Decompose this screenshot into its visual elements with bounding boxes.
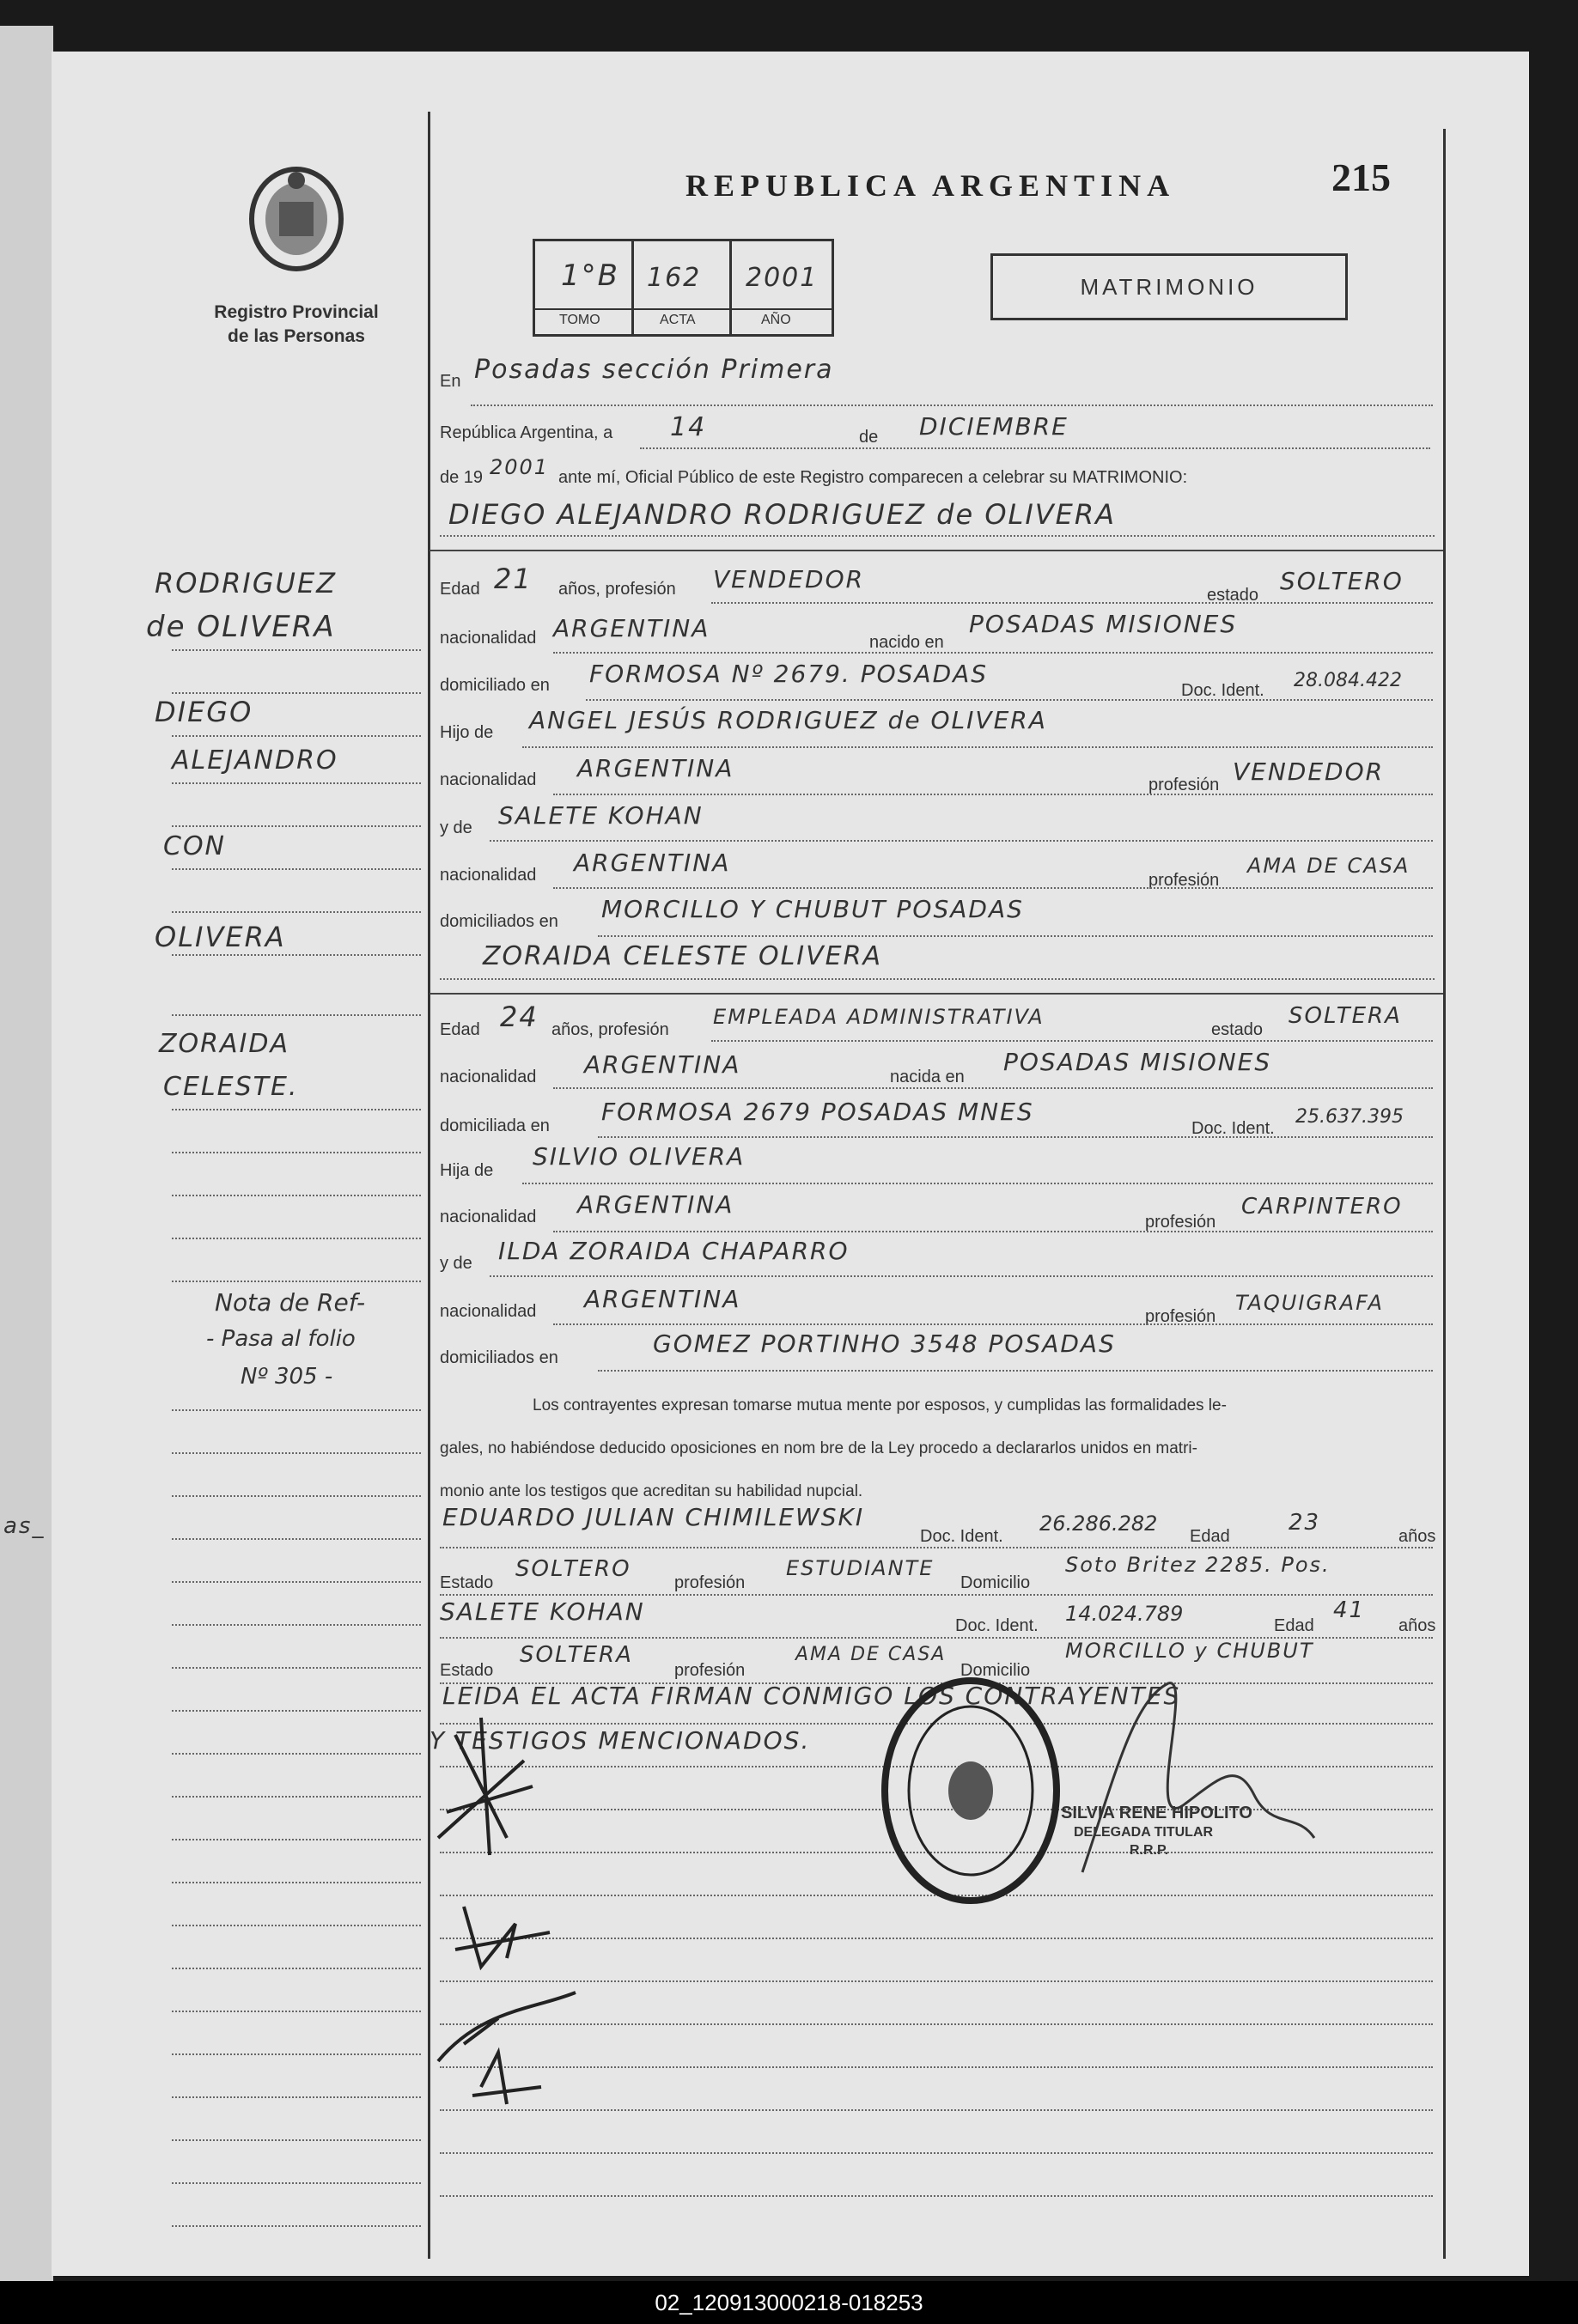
margin-line: [172, 1709, 421, 1712]
official-signature-icon: [1065, 1666, 1323, 1889]
official-title: DELEGADA TITULAR: [1074, 1825, 1214, 1840]
witness-1-domicilio-label: Domicilio: [960, 1573, 1031, 1592]
margin-line: [172, 1881, 421, 1883]
tomo-value: 1°B: [561, 259, 619, 293]
acta-label: ACTA: [660, 313, 696, 327]
margin-line: [172, 2053, 421, 2055]
bride-yde-label: y de: [440, 1254, 472, 1273]
image-caption: 02_120913000218-018253: [0, 2281, 1578, 2324]
bride-line-1: [711, 1039, 1433, 1042]
month-value: DICIEMBRE: [919, 412, 1069, 441]
declaration-line-2: gales, no habiéndose deducido oposiciones en nom bre de la Ley procedo a declararlos unidos en matri-: [440, 1439, 1197, 1457]
bride-section-divider: [430, 993, 1443, 995]
en-label: En: [440, 372, 461, 391]
closing-line-2: Y TESTIGOS MENCIONADOS.: [430, 1726, 811, 1755]
groom-name-line: [440, 534, 1435, 537]
margin-line: [172, 1151, 421, 1153]
day-value: 14: [670, 412, 707, 442]
bride-full-name: ZORAIDA CELESTE OLIVERA: [483, 941, 882, 971]
margin-line: [172, 953, 421, 956]
witness-2-estado-label: Estado: [440, 1661, 494, 1680]
bride-mother-nac-label: nacionalidad: [440, 1302, 537, 1321]
bride-mother-profession: TAQUIGRAFA: [1235, 1291, 1384, 1315]
year-prefix: de 19: [440, 468, 484, 487]
margin-note-1: Nota de Ref-: [215, 1288, 366, 1317]
margin-line: [172, 1795, 421, 1798]
bride-father-nationality: ARGENTINA: [577, 1190, 734, 1219]
margin-line: [172, 2010, 421, 2012]
bride-anos-label: años, profesión: [551, 1020, 669, 1039]
bride-line-2: [553, 1086, 1433, 1089]
bride-line-6: [490, 1275, 1433, 1277]
ruled-line: [440, 2023, 1433, 2025]
closing-line-1: LEIDA EL ACTA FIRMAN CONMIGO LOS CONTRAYENTES: [442, 1682, 1181, 1710]
bride-father: SILVIO OLIVERA: [533, 1142, 746, 1171]
bride-mother: ILDA ZORAIDA CHAPARRO: [498, 1237, 850, 1265]
bride-doc-label: Doc. Ident.: [1191, 1119, 1275, 1138]
groom-mother-profession: AMA DE CASA: [1247, 854, 1410, 878]
margin-line: [172, 824, 421, 827]
place-value: Posadas sección Primera: [474, 355, 834, 385]
witness-2-age: 41: [1333, 1597, 1366, 1623]
act-type-label: MATRIMONIO: [1080, 273, 1258, 300]
declaration-line-1: Los contrayentes expresan tomarse mutua mente por esposos, y cumplidas las formalidades le-: [533, 1396, 1227, 1414]
margin-line: [172, 2224, 421, 2227]
witness-1-doc: 26.286.282: [1039, 1512, 1158, 1536]
ruled-line: [440, 2065, 1433, 2068]
witness-2-name: SALETE KOHAN: [440, 1597, 645, 1626]
groom-domicilio-label: domiciliado en: [440, 676, 550, 695]
groom-birthplace: POSADAS MISIONES: [969, 610, 1238, 638]
declaration-line-3: monio ante los testigos que acreditan su habilidad nupcial.: [440, 1482, 863, 1500]
ano-label: AÑO: [761, 313, 791, 327]
bride-status: SOLTERA: [1289, 1003, 1402, 1029]
groom-hijo-label: Hijo de: [440, 723, 494, 742]
bride-line-3: [598, 1135, 1433, 1138]
witness-2-profession: AMA DE CASA: [795, 1644, 947, 1665]
groom-anos-label: años, profesión: [558, 580, 676, 599]
margin-line: [172, 1838, 421, 1840]
witness-1-prof-label: profesión: [674, 1573, 746, 1592]
margin-line: [172, 1967, 421, 1969]
margin-line: [172, 1194, 421, 1196]
tomo-label: TOMO: [559, 313, 600, 327]
groom-mother-prof-label: profesión: [1148, 871, 1220, 890]
groom-nacionalidad-label: nacionalidad: [440, 629, 537, 648]
witness-1-anos-label: años: [1398, 1527, 1436, 1546]
margin-line: [172, 2096, 421, 2098]
groom-mother-nac-label: nacionalidad: [440, 866, 537, 885]
bride-father-profession: CARPINTERO: [1241, 1194, 1403, 1220]
margin-line: [172, 1924, 421, 1926]
bride-father-prof-label: profesión: [1145, 1213, 1216, 1232]
bride-estado-label: estado: [1211, 1020, 1264, 1039]
official-name: SILVIA RENE HIPOLITO: [1061, 1804, 1252, 1822]
margin-note-2: - Pasa al folio: [206, 1326, 356, 1352]
bride-parents-address: GOMEZ PORTINHO 3548 POSADAS: [653, 1329, 1116, 1358]
intro-statement: ante mí, Oficial Público de este Registro comparecen a celebrar su MATRIMONIO:: [558, 468, 1188, 487]
groom-line-7: [553, 886, 1433, 889]
right-border: [1443, 129, 1446, 2259]
groom-line-5: [553, 793, 1433, 795]
groom-line-1: [711, 601, 1433, 604]
witness-1-doc-label: Doc. Ident.: [920, 1527, 1003, 1546]
witness-2-anos-label: años: [1398, 1616, 1436, 1635]
bride-age: 24: [500, 1001, 539, 1033]
groom-doc-label: Doc. Ident.: [1181, 681, 1264, 700]
groom-domiciliados-label: domiciliados en: [440, 912, 558, 931]
bride-name-line: [440, 977, 1435, 980]
folio-number: 215: [1331, 155, 1391, 199]
acta-value: 162: [647, 263, 702, 293]
bride-nacida-label: nacida en: [890, 1068, 965, 1086]
groom-father-prof-label: profesión: [1148, 776, 1220, 794]
margin-line: [172, 1408, 421, 1411]
ruled-line: [440, 2151, 1433, 2154]
bride-nacionalidad-label: nacionalidad: [440, 1068, 537, 1086]
margin-line: [172, 1494, 421, 1497]
groom-father-nationality: ARGENTINA: [577, 754, 734, 782]
witness-1-age: 23: [1289, 1510, 1321, 1536]
ano-value: 2001: [746, 263, 819, 293]
bride-doc: 25.637.395: [1295, 1106, 1404, 1128]
margin-line: [172, 734, 421, 737]
witness-1-line-2: [440, 1593, 1433, 1596]
official-round-stamp-icon: [876, 1675, 1065, 1907]
witness-2-status: SOLTERA: [520, 1642, 633, 1668]
groom-doc: 28.084.422: [1294, 670, 1402, 691]
republica-label: República Argentina, a: [440, 423, 613, 442]
groom-yde-label: y de: [440, 818, 472, 837]
margin-surname-2: de OLIVERA: [146, 610, 336, 644]
bride-domiciliada-label: domiciliada en: [440, 1116, 550, 1135]
witness-1-line-1: [440, 1546, 1433, 1548]
witness-1-edad-label: Edad: [1190, 1527, 1230, 1546]
margin-line: [172, 691, 421, 694]
margin-line: [172, 1752, 421, 1755]
margin-line: [172, 2181, 421, 2184]
de-label: de: [859, 428, 879, 447]
bride-address: FORMOSA 2679 POSADAS MNES: [601, 1098, 1034, 1126]
groom-nationality: ARGENTINA: [553, 614, 710, 642]
margin-line: [172, 2138, 421, 2141]
margin-line: [172, 782, 421, 784]
adjacent-page-edge: [0, 26, 53, 2284]
ruled-line: [440, 1937, 1433, 1939]
witness-2-doc: 14.024.789: [1065, 1602, 1184, 1626]
witness-1-name: EDUARDO JULIAN CHIMILEWSKI: [442, 1503, 865, 1531]
groom-line-6: [490, 839, 1433, 842]
ruled-line: [440, 2194, 1433, 2197]
groom-status: SOLTERO: [1280, 567, 1404, 595]
margin-line: [172, 1451, 421, 1454]
groom-full-name: DIEGO ALEJANDRO RODRIGUEZ de OLIVERA: [448, 498, 1117, 531]
ruled-line: [440, 1980, 1433, 1982]
official-office: R.R.P.: [1130, 1843, 1169, 1858]
witness-2-domicilio-label: Domicilio: [960, 1661, 1031, 1680]
place-line: [471, 404, 1433, 406]
margin-given-1: DIEGO: [155, 696, 253, 728]
bride-domiciliados-label: domiciliados en: [440, 1348, 558, 1367]
margin-bride-given-1: ZORAIDA: [159, 1029, 290, 1059]
bride-birthplace: POSADAS MISIONES: [1003, 1048, 1272, 1076]
groom-age: 21: [494, 563, 533, 595]
groom-parents-address: MORCILLO Y CHUBUT POSADAS: [601, 895, 1024, 923]
bride-mother-nationality: ARGENTINA: [584, 1285, 741, 1313]
bride-line-5: [553, 1230, 1433, 1232]
margin-note-3: Nº 305 -: [241, 1364, 333, 1390]
witness-2-doc-label: Doc. Ident.: [955, 1616, 1039, 1635]
groom-father: ANGEL JESÚS RODRIGUEZ de OLIVERA: [529, 706, 1047, 734]
margin-line: [172, 1537, 421, 1540]
groom-nacido-label: nacido en: [869, 633, 944, 652]
groom-edad-label: Edad: [440, 580, 480, 599]
registry-name-line1: Registro Provincial: [214, 302, 379, 322]
witness-2-edad-label: Edad: [1274, 1616, 1314, 1635]
groom-estado-label: estado: [1207, 586, 1259, 605]
bride-profession: EMPLEADA ADMINISTRATIVA: [713, 1005, 1045, 1029]
bride-hija-label: Hija de: [440, 1161, 494, 1180]
witness-2-address: MORCILLO y CHUBUT: [1065, 1639, 1314, 1663]
groom-profession: VENDEDOR: [713, 565, 865, 593]
groom-line-8: [598, 934, 1433, 937]
margin-line: [172, 1623, 421, 1626]
margin-line: [172, 1580, 421, 1583]
margin-line: [172, 1108, 421, 1110]
provincial-seal-icon: [245, 163, 348, 283]
groom-mother: SALETE KOHAN: [498, 801, 704, 830]
margin-bride-surname: OLIVERA: [155, 921, 286, 953]
party-signatures-icon: [430, 1683, 584, 2113]
margin-bride-given-2: CELESTE.: [163, 1072, 299, 1102]
witness-1-estado-label: Estado: [440, 1573, 494, 1592]
margin-surname-1: RODRIGUEZ: [155, 567, 338, 599]
witness-2-prof-label: profesión: [674, 1661, 746, 1680]
witness-1-status: SOLTERO: [515, 1556, 631, 1582]
groom-mother-nationality: ARGENTINA: [574, 849, 731, 877]
country-heading: REPUBLICA ARGENTINA: [685, 168, 1176, 203]
bride-mother-prof-label: profesión: [1145, 1307, 1216, 1326]
groom-address: FORMOSA Nº 2679. POSADAS: [589, 660, 989, 688]
bride-nationality: ARGENTINA: [584, 1050, 741, 1079]
bride-line-8: [598, 1369, 1433, 1372]
groom-line-3: [586, 698, 1433, 701]
year-value: 2001: [490, 455, 550, 479]
certificate-page: [52, 52, 1529, 2276]
bride-line-4: [522, 1182, 1433, 1184]
bride-edad-label: Edad: [440, 1020, 480, 1039]
witness-1-profession: ESTUDIANTE: [786, 1556, 935, 1580]
groom-section-divider: [430, 550, 1443, 551]
margin-line: [172, 910, 421, 913]
bride-father-nac-label: nacionalidad: [440, 1208, 537, 1226]
margin-line: [172, 648, 421, 651]
witness-1-address: Soto Britez 2285. Pos.: [1065, 1553, 1331, 1577]
groom-father-profession: VENDEDOR: [1233, 757, 1385, 786]
adjacent-page-text: as_: [3, 1513, 46, 1539]
record-number-box: [533, 239, 834, 337]
ruled-line: [440, 2108, 1433, 2111]
margin-con: CON: [163, 831, 227, 861]
registry-name-line2: de las Personas: [228, 326, 365, 346]
groom-line-4: [522, 745, 1433, 748]
margin-line: [172, 1237, 421, 1239]
act-type-box: [990, 253, 1348, 320]
date-line: [640, 447, 1430, 449]
margin-given-2: ALEJANDRO: [172, 745, 338, 776]
margin-line: [172, 1280, 421, 1282]
groom-father-nac-label: nacionalidad: [440, 770, 537, 789]
bride-line-7: [553, 1323, 1433, 1325]
margin-line: [172, 867, 421, 870]
groom-line-2: [553, 651, 1433, 654]
margin-line: [172, 1013, 421, 1016]
margin-line: [172, 1666, 421, 1669]
